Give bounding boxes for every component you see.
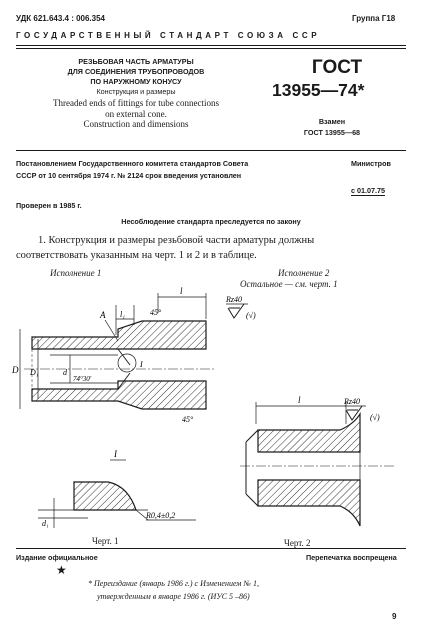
replaces-label: Взамен	[318, 117, 346, 126]
decree-line2: СССР от 10 сентября 1974 г. № 2124 срок введения установлен	[16, 171, 242, 180]
title-block-ru	[16, 57, 256, 130]
clause-1-line1: 1. Конструкция и размеры резьбовой части арматуры должны	[38, 235, 315, 246]
page-number: 9	[392, 612, 397, 621]
law-notice: Несоблюдение стандарта преследуется по закону	[121, 217, 301, 226]
title-en-line3: Construction and dimensions	[83, 119, 189, 129]
label-angle-45-bottom: 45°	[182, 415, 194, 424]
caption-drawing-1: Черт. 1	[92, 536, 119, 546]
label-angle-45-top: 45°	[150, 308, 162, 317]
label-l1: l₁	[120, 310, 126, 319]
banner-rule-bottom	[16, 48, 406, 49]
replaces-value: ГОСТ 13955—68	[303, 128, 361, 137]
label-roughness-mark-top: (√)	[246, 311, 256, 320]
star-icon: ★	[56, 563, 67, 577]
reprint-prohibited: Перепечатка воспрещена	[306, 553, 397, 562]
decree-line1: Постановлением Государственного комитета стандартов Совета	[16, 159, 249, 168]
group-code: Группа Г18	[352, 14, 396, 23]
title-rule	[16, 150, 406, 151]
roughness-symbol-top	[224, 292, 284, 328]
version-2-note: Остальное — см. черт. 1	[240, 279, 338, 289]
label-rz-side: Rz40	[344, 397, 360, 406]
title-ru-line1: РЕЗЬБОВАЯ ЧАСТЬ АРМАТУРЫ	[78, 57, 194, 66]
title-en-line1: Threaded ends of fittings for tube connections	[53, 98, 219, 108]
label-radius: R0,4±0,2	[146, 511, 176, 520]
title-en-line2: on external cone.	[105, 108, 167, 119]
label-roughness-mark-side: (√)	[370, 413, 380, 422]
label-D1: D₁	[30, 368, 39, 377]
effective-date: с 01.07.75	[351, 186, 385, 195]
caption-drawing-2: Черт. 2	[284, 538, 311, 548]
label-cone-angle: 74°30'	[73, 375, 92, 383]
version-1-label: Исполнение 1	[50, 268, 102, 278]
label-d1: d₁	[42, 519, 49, 528]
label-A: А	[100, 310, 106, 320]
version-2-label: Исполнение 2	[278, 268, 330, 278]
label-d: d	[63, 368, 67, 377]
label-l: l	[180, 286, 183, 296]
title-ru-sub: Конструкция и размеры	[96, 87, 176, 96]
udk-code: УДК 621.643.4 : 006.354	[16, 14, 105, 23]
standard-banner: ГОСУДАРСТВЕННЫЙ СТАНДАРТ СОЮЗА ССР	[16, 31, 321, 40]
checked-year: Проверен в 1985 г.	[16, 201, 82, 210]
reissue-note-line2: утвержденным в январе 1986 г. (ИУС 5 –86)	[97, 592, 250, 601]
drawing-1-main-section	[10, 285, 225, 425]
roughness-symbol-side	[342, 394, 412, 430]
footer-rule	[16, 548, 406, 549]
label-l-2: l	[298, 395, 301, 405]
gost-number: 13955—74*	[272, 80, 365, 100]
label-rz-top: Rz40	[226, 295, 242, 304]
title-ru-line2: ДЛЯ СОЕДИНЕНИЯ ТРУБОПРОВОДОВ	[67, 67, 205, 76]
official-edition: Издание официальное	[16, 553, 98, 562]
banner-rule-top	[16, 45, 406, 46]
label-detail-I-ref: I	[140, 360, 143, 369]
reissue-note-line1: * Переиздание (январь 1986 г.) с Изменением № 1,	[88, 579, 259, 588]
gost-label: ГОСТ	[311, 57, 363, 78]
clause-1-line2: соответствовать указанным на черт. 1 и 2 и в таблице.	[16, 250, 257, 261]
drawing-1-detail-I	[18, 440, 198, 530]
decree-line1-end: Министров	[351, 159, 391, 168]
label-detail-I: I	[114, 449, 117, 459]
title-ru-line3: ПО НАРУЖНОМУ КОНУСУ	[90, 77, 182, 86]
label-D: D	[12, 365, 19, 375]
